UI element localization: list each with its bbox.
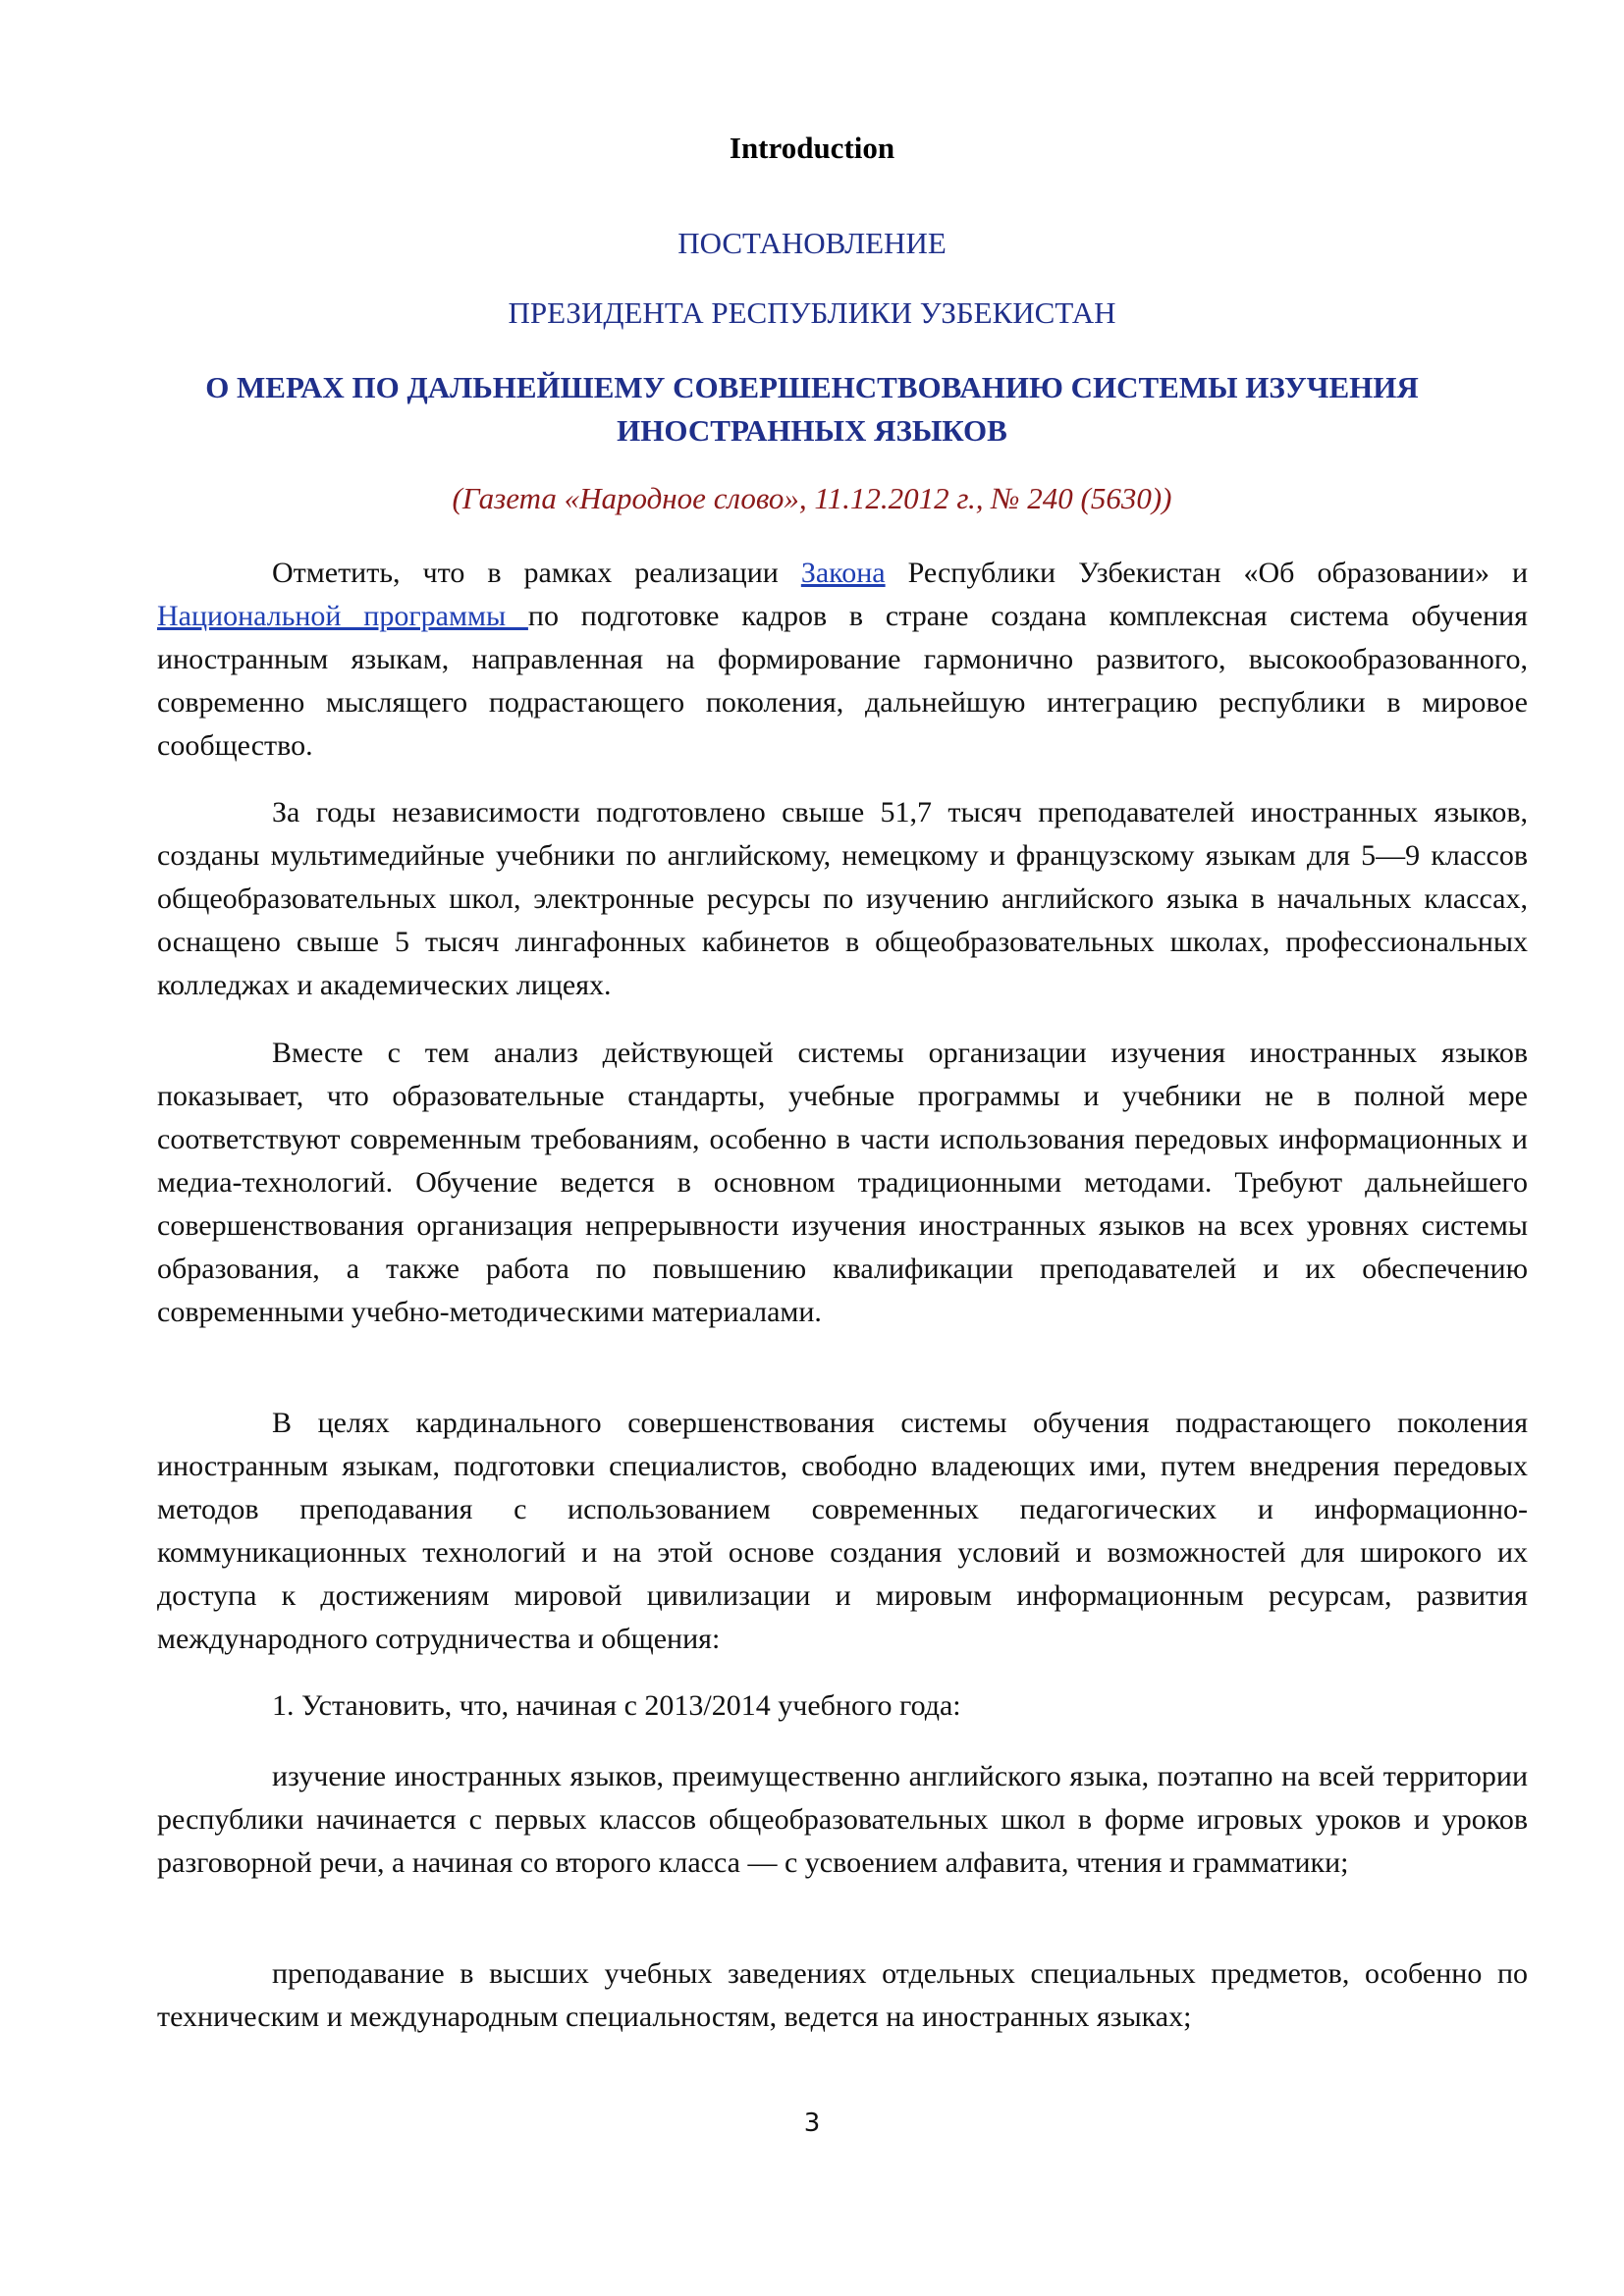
decree-heading: О МЕРАХ ПО ДАЛЬНЕЙШЕМУ СОВЕРШЕНСТВОВАНИЮ СИСТЕМЫ ИЗУЧЕНИЯ ИНОСТРАННЫХ ЯЗЫКОВ [205, 370, 1419, 448]
decree-type: ПОСТАНОВЛЕНИЕ [677, 226, 947, 260]
page-number: 3 [803, 2109, 821, 2138]
paragraph-1-text-c: по подготовке кадров в стране создана комплексная система обучения иностранным языкам, направленная на формирование гармонично развитого, высокообразованного, современно мыслящего подрастающего поколения, дальнейшую интеграцию республики в мировое сообщество. [157, 600, 1528, 762]
paragraph-1 [157, 552, 1528, 768]
paragraph-1-text-b: Республики Узбекистан «Об образовании» и [885, 557, 1528, 589]
source-citation: (Газета «Народное слово», 11.12.2012 г., № 240 (5630)) [452, 481, 1172, 515]
national-program-link[interactable]: Национальной программы [157, 600, 528, 632]
paragraph-6: изучение иностранных языков, преимущественно английского языка, поэтапно на всей территории республики начинается с первых классов общеобразовательных школ в форме игровых уроков и уроков разговорной речи, а начиная со второго класса — с усвоением алфавита, чтения и грамматики; [157, 1760, 1528, 1879]
paragraph-3: Вместе с тем анализ действующей системы организации изучения иностранных языков показывает, что образовательные стандарты, учебные программы и учебники не в полной мере соответствуют современным требованиям, особенно в части использования передовых информационных и медиа-технологий. Обучение ведется в основном традиционными методами. Требуют дальнейшего совершенствования организация непрерывности изучения иностранных языков на всех уровнях системы образования, а также работа по повышению квалификации преподавателей и их обеспечению современными учебно-методическими материалами. [157, 1037, 1528, 1328]
paragraph-1-text-a: Отметить, что в рамках реализации [272, 557, 801, 589]
decree-issuer: ПРЕЗИДЕНТА РЕСПУБЛИКИ УЗБЕКИСТАН [508, 295, 1116, 330]
paragraph-4: В целях кардинального совершенствования системы обучения подрастающего поколения иностранным языкам, подготовки специалистов, свободно владеющих ими, путем внедрения передовых методов преподавания с использованием современных педагогических и информационно-коммуникационных технологий и на этой основе создания условий и возможностей для широкого их доступа к достижениям мировой цивилизации и мировым информационным ресурсам, развития международного сотрудничества и общения: [157, 1407, 1528, 1655]
paragraph-2: За годы независимости подготовлено свыше 51,7 тысяч преподавателей иностранных языков, созданы мультимедийные учебники по английскому, немецкому и французскому языкам для 5—9 классов общеобразовательных школ, электронные ресурсы по изучению английского языка в начальных классах, оснащено свыше 5 тысяч лингафонных кабинетов в общеобразовательных школах, профессиональных колледжах и академических лицеях. [157, 796, 1528, 1001]
paragraph-5: 1. Установить, что, начиная с 2013/2014 учебного года: [272, 1689, 961, 1722]
law-link[interactable]: Закона [800, 557, 886, 589]
intro-title: Introduction [729, 131, 895, 165]
paragraph-7: преподавание в высших учебных заведениях отдельных специальных предметов, особенно по техническим и международным специальностям, ведется на иностранных языках; [157, 1957, 1528, 2033]
